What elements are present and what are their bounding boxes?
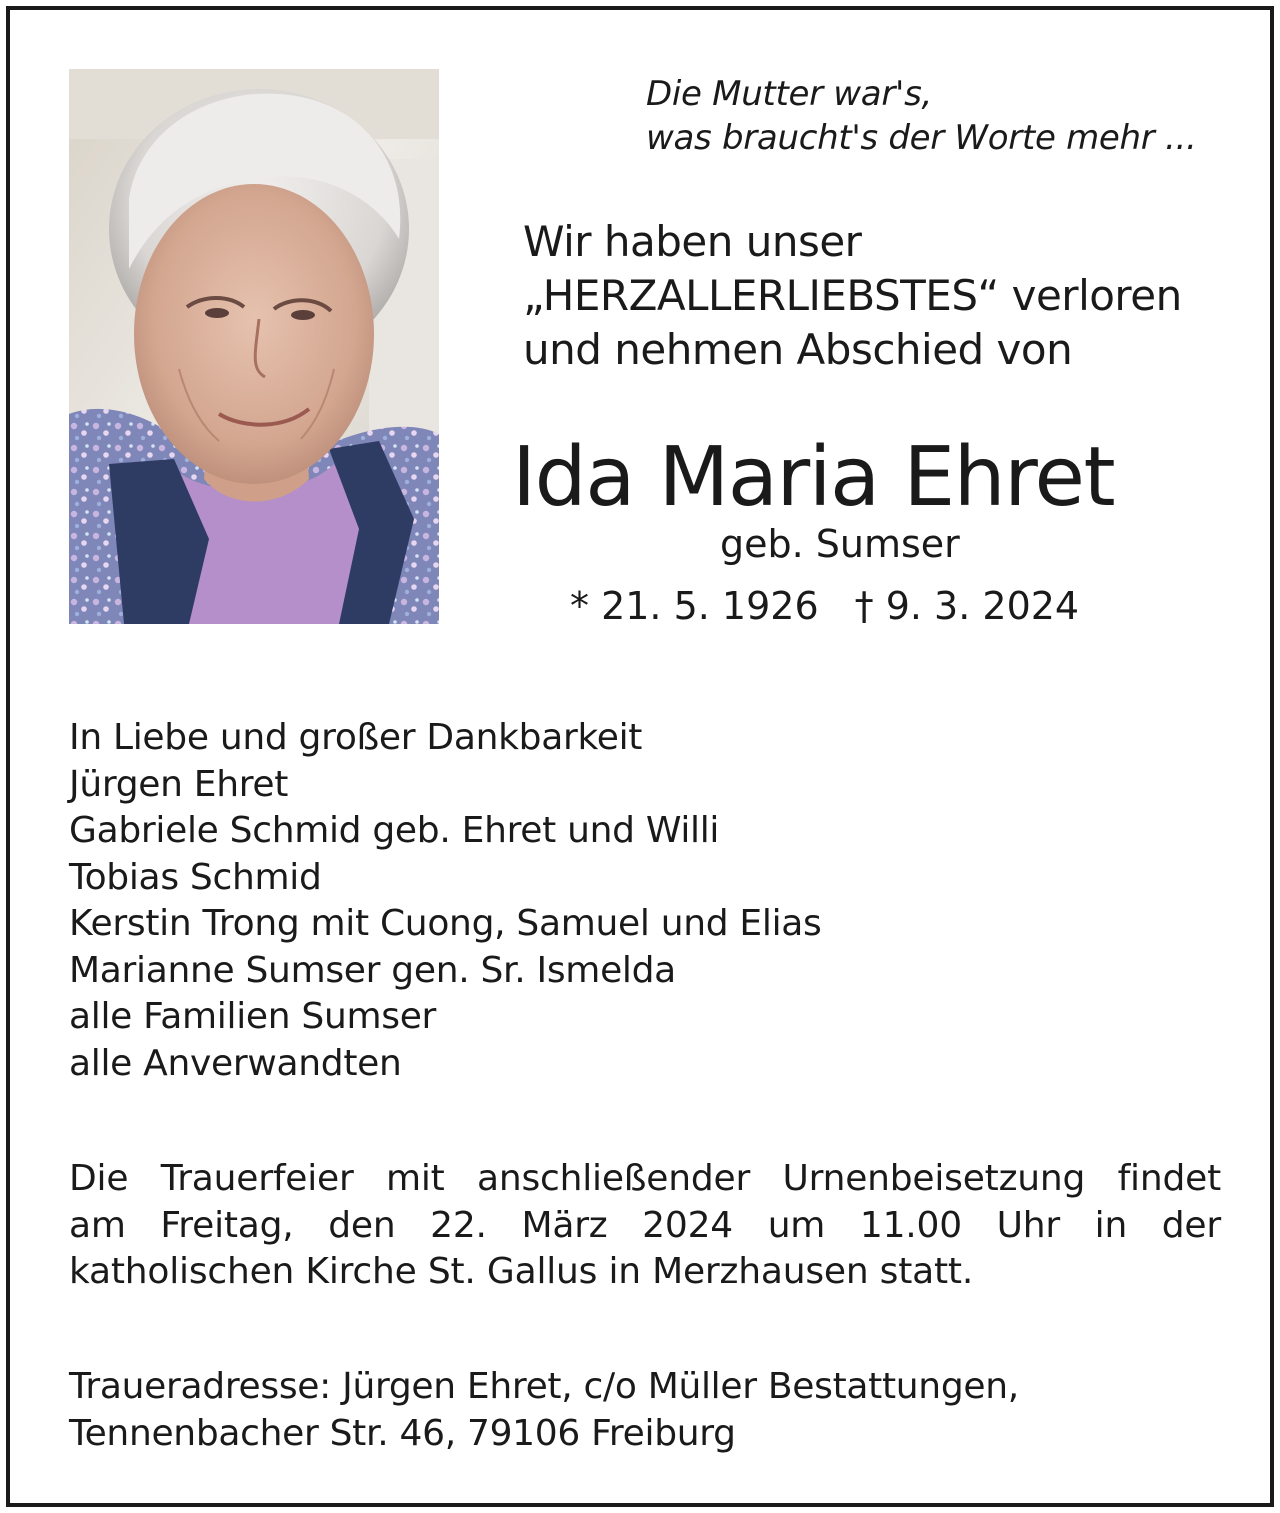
mourners-list (69, 715, 1219, 1087)
quote-line-2: was braucht's der Worte mehr ... (646, 118, 1197, 158)
quote-line-1: Die Mutter war's, (646, 74, 932, 114)
service-line: am Freitag, den 22. März 2024 um 11.00 Uhr in der (69, 1204, 1221, 1246)
mourners-line: Gabriele Schmid geb. Ehret und Willi (69, 810, 720, 851)
funeral-service-notice (69, 1156, 1221, 1296)
mourners-line: Tobias Schmid (69, 856, 322, 898)
intro-text (523, 215, 1243, 377)
service-line: Die Trauerfeier mit anschließender Urnenbeisetzung findet (69, 1158, 1221, 1199)
mourners-line: Marianne Sumser gen. Sr. Ismelda (69, 949, 676, 991)
address-line-2: Tennenbacher Str. 46, 79106 Freiburg (69, 1412, 736, 1454)
intro-line-1: Wir haben unser (523, 217, 862, 266)
death-date: † 9. 3. 2024 (854, 584, 1080, 628)
mourners-line: Jürgen Ehret (69, 763, 289, 805)
mourning-address (69, 1364, 1219, 1457)
epigraph-quote (646, 72, 1246, 160)
mourners-line: Kerstin Trong mit Cuong, Samuel und Elias (69, 903, 822, 944)
mourners-line: alle Familien Sumser (69, 996, 437, 1037)
intro-line-3: und nehmen Abschied von (523, 325, 1073, 374)
service-line: katholischen Kirche St. Gallus in Merzhausen statt. (69, 1251, 974, 1292)
life-dates (570, 582, 1079, 630)
mourners-line: In Liebe und großer Dankbarkeit (69, 717, 643, 758)
deceased-name: Ida Maria Ehret (512, 430, 1115, 525)
maiden-name: geb. Sumser (720, 522, 960, 566)
portrait-photo (69, 69, 439, 624)
address-line-1: Traueradresse: Jürgen Ehret, c/o Müller Bestattungen, (69, 1366, 1019, 1407)
birth-date: * 21. 5. 1926 (570, 584, 819, 628)
mourners-line: alle Anverwandten (69, 1042, 402, 1084)
intro-line-2: „HERZALLERLIEBSTES“ verloren (523, 271, 1182, 320)
